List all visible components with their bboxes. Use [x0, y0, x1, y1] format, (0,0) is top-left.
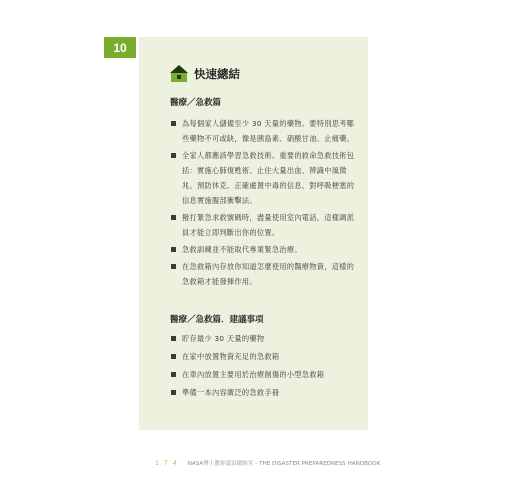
bullet-icon — [171, 121, 176, 126]
summary-title: 快速總結 — [194, 66, 240, 81]
list-item: 為每個家人儲備至少 30 天量的藥物。要特別思考哪些藥物不可或缺，像是胰島素、硝酸甘油、止痛藥。 — [170, 116, 357, 146]
recommendations-heading: 醫療／急救篇．建議事項 — [170, 315, 264, 325]
page-footer — [155, 459, 380, 467]
bullet-icon — [171, 215, 176, 220]
bullet-icon — [171, 354, 176, 359]
list-item: 急救訓練並不能取代專業緊急治療。 — [170, 242, 357, 257]
summary-panel — [139, 37, 368, 430]
list-item: 準備一本內容廣泛的急救手冊 — [170, 385, 357, 400]
first-aid-list — [170, 116, 357, 291]
list-item: 在急救箱內存放你知道怎麼使用的醫療物資，這樣的急救箱才能發揮作用。 — [170, 259, 357, 289]
bullet-icon — [171, 264, 176, 269]
bullet-icon — [171, 153, 176, 158]
bullet-icon — [171, 390, 176, 395]
bullet-icon — [171, 336, 176, 341]
list-item: 撥打緊急求救號碼時，盡量使用室內電話，這樣調派員才能立即判斷出你的位置。 — [170, 210, 357, 240]
list-item: 在家中放置物資充足的急救箱 — [170, 349, 357, 364]
summary-heading — [170, 65, 240, 82]
list-item: 貯存最少 30 天量的藥物 — [170, 331, 357, 346]
book-title: NASA博士教你認真做防災 - THE DISASTER PREPAREDNESS HANDBOOK — [187, 461, 381, 467]
first-aid-heading: 醫療／急救篇 — [170, 98, 222, 108]
list-item: 全家人都應該學習急救技術。重要的救命急救技術包括：實施心肺復甦術、止住大量出血、辨識中風徵兆、預防休克、正確處置中毒的信息、對呼吸梗塞的信息實施腹部衝擊法。 — [170, 148, 357, 208]
house-icon — [170, 65, 188, 82]
bullet-icon — [171, 372, 176, 377]
page-number: 174 — [155, 459, 182, 467]
list-item: 在車內放置主要用於治療創傷的小型急救箱 — [170, 367, 357, 382]
recommendations-list — [170, 331, 357, 403]
bullet-icon — [171, 247, 176, 252]
page-tab: 10 — [104, 37, 136, 58]
